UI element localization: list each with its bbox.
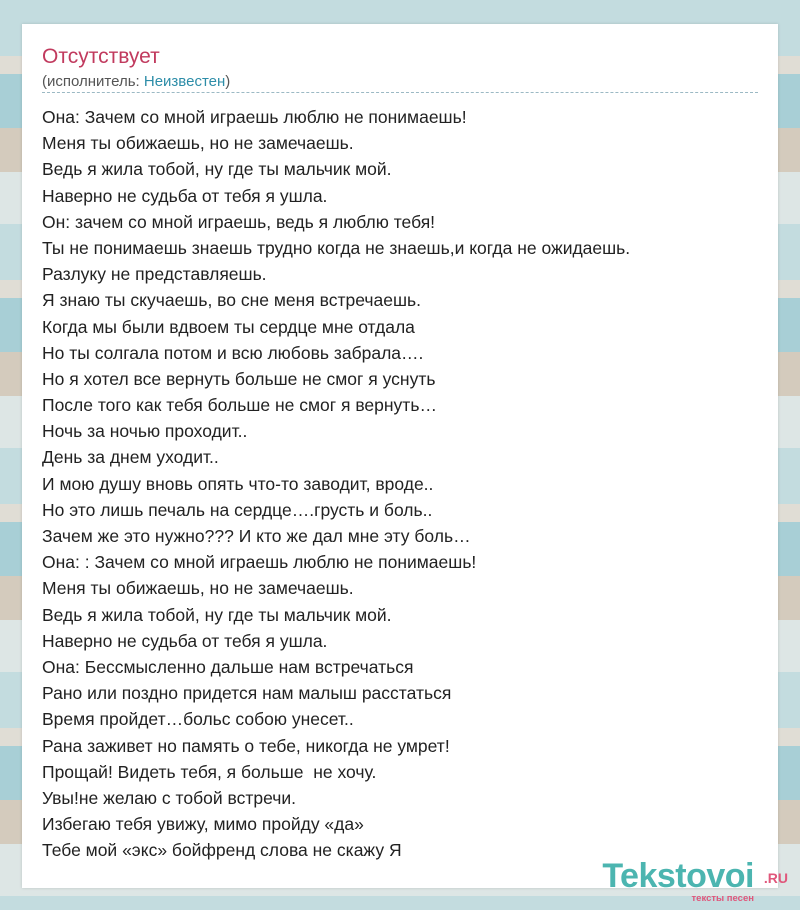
lyric-line: Прощай! Видеть тебя, я больше не хочу. <box>42 761 377 782</box>
logo-tagline: тексты песен <box>691 893 754 904</box>
artist-line <box>42 72 230 92</box>
lyric-line: Но я хотел все вернуть больше не смог я уснуть <box>42 368 436 389</box>
lyric-line: Меня ты обижаешь, но не замечаешь. <box>42 133 354 154</box>
lyric-line: Он: зачем со мной играешь, ведь я люблю тебя! <box>42 211 436 232</box>
lyric-line: Ночь за ночью проходит.. <box>42 421 248 442</box>
lyric-line: И мою душу вновь опять что-то заводит, вроде.. <box>42 473 434 494</box>
artist-link[interactable]: Неизвестен <box>143 73 226 90</box>
lyric-line: Рана заживет но память о тебе, никогда не умрет! <box>42 735 450 756</box>
lyrics-text <box>42 104 762 863</box>
lyric-line: Я знаю ты скучаешь, во сне меня встречаешь. <box>42 290 422 311</box>
lyric-line: Зачем же это нужно??? И кто же дал мне эту боль… <box>42 526 471 546</box>
logo-tld: .RU <box>763 870 788 886</box>
lyrics-card <box>22 24 778 888</box>
lyric-line: Время пройдет…больс собою унесет.. <box>42 709 354 730</box>
lyric-line: Ведь я жила тобой, ну где ты мальчик мой. <box>42 159 392 180</box>
lyric-line: Ты не понимаешь знаешь трудно когда не знаешь,и когда не ожидаешь. <box>42 237 631 258</box>
logo-brand: Tekstovoi <box>602 857 754 895</box>
lyric-line: Она: Бессмысленно дальше нам встречаться <box>42 656 414 677</box>
artist-suffix: ) <box>225 73 231 90</box>
lyric-line: Но ты солгала потом и всю любовь забрала…. <box>42 342 424 363</box>
artist-prefix: (исполнитель: <box>42 73 144 90</box>
site-logo[interactable] <box>582 856 792 902</box>
lyric-line: Избегаю тебя увижу, мимо пройду «да» <box>42 814 364 835</box>
lyric-line: Она: Зачем со мной играешь люблю не понимаешь! <box>42 107 467 127</box>
lyric-line: Она: : Зачем со мной играешь люблю не понимаешь! <box>42 552 477 573</box>
lyric-line: Меня ты обижаешь, но не замечаешь. <box>42 578 354 599</box>
lyric-line: После того как тебя больше не смог я вернуть… <box>42 395 437 416</box>
lyric-line: Рано или поздно придется нам малыш расстаться <box>42 683 452 704</box>
lyric-line: День за днем уходит.. <box>42 447 219 468</box>
lyric-line: Тебе мой «экс» бойфренд слова не скажу Я <box>42 840 402 861</box>
lyric-line: Наверно не судьба от тебя я ушла. <box>42 630 328 651</box>
lyric-line: Увы!не желаю с тобой встречи. <box>42 787 296 808</box>
title-divider <box>42 92 758 93</box>
lyric-line: Но это лишь печаль на сердце….грусть и боль.. <box>42 499 433 520</box>
lyric-line: Разлуку не представляешь. <box>42 264 267 285</box>
lyric-line: Когда мы были вдвоем ты сердце мне отдала <box>42 316 415 337</box>
song-title: Отсутствует <box>42 45 160 68</box>
lyric-line: Наверно не судьба от тебя я ушла. <box>42 185 328 206</box>
lyric-line: Ведь я жила тобой, ну где ты мальчик мой. <box>42 604 392 625</box>
